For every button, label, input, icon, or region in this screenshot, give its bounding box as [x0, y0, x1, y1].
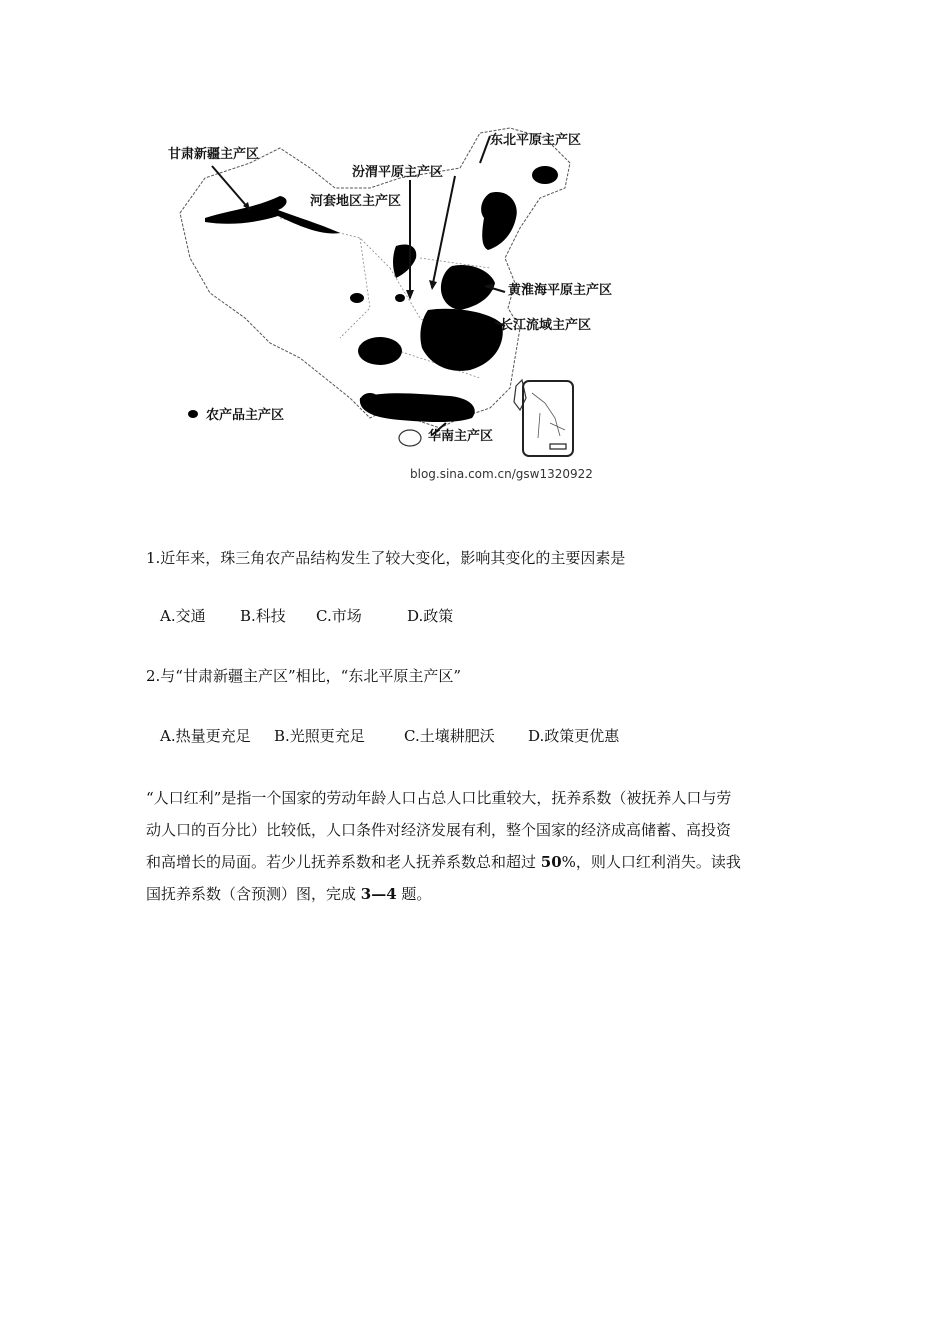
label-northeast: 东北平原主产区 [490, 133, 582, 148]
label-south-china: 华南主产区 [428, 429, 494, 444]
watermark: blog.sina.com.cn/gsw1320922 [410, 467, 593, 481]
sichuan-region [358, 337, 402, 365]
passage-line-3: 和高增长的局面。若少儿抚养系数和老人抚养系数总和超过 50%，则人口红利消失。读我 [146, 853, 741, 871]
legend-marker [188, 410, 198, 418]
q2-option-b[interactable]: B.光照更充足 [274, 727, 365, 745]
northeast-region [481, 192, 517, 250]
label-huanghuaihai: 黄淮海平原主产区 [508, 283, 613, 298]
fenwei-hetao-region [393, 245, 416, 279]
label-hetao: 河套地区主产区 [310, 194, 402, 209]
passage [146, 782, 810, 910]
q1-option-d[interactable]: D.政策 [407, 607, 454, 625]
map-svg [160, 118, 630, 488]
q1-option-a[interactable]: A.交通 [160, 607, 206, 625]
passage-line-1: “人口红利”是指一个国家的劳动年龄人口占总人口比重较大，抚养系数（被抚养人口与劳 [146, 789, 732, 807]
q1-option-c[interactable]: C.市场 [316, 607, 362, 625]
small-region-2 [350, 293, 364, 303]
label-gansu-xinjiang: 甘肃新疆主产区 [168, 147, 260, 162]
label-yangtze: 长江流域主产区 [500, 318, 592, 333]
northeast-region-small [532, 166, 558, 184]
q2-option-c[interactable]: C.土壤耕肥沃 [404, 727, 495, 745]
guangxi-small-region [360, 393, 380, 409]
passage-line-4: 国抚养系数（含预测）图，完成 3—4 题。 [146, 885, 432, 903]
yangtze-region [420, 309, 502, 371]
q2-option-a[interactable]: A.热量更充足 [160, 727, 251, 745]
passage-line-2: 动人口的百分比）比较低，人口条件对经济发展有利，整个国家的经济成高储蓄、高投资 [146, 821, 732, 839]
question-1-stem: 1.近年来，珠三角农产品结构发生了较大变化，影响其变化的主要因素是 [146, 549, 626, 567]
small-region-1 [395, 294, 405, 302]
question-2-stem: 2.与“甘肃新疆主产区”相比，“东北平原主产区” [146, 667, 461, 685]
q1-option-b[interactable]: B.科技 [240, 607, 286, 625]
q2-option-d[interactable]: D.政策更优惠 [528, 727, 620, 745]
hainan [399, 430, 421, 446]
legend-label: 农产品主产区 [206, 408, 285, 423]
agricultural-regions-map [160, 118, 630, 488]
label-fenwei: 汾渭平原主产区 [352, 165, 444, 180]
